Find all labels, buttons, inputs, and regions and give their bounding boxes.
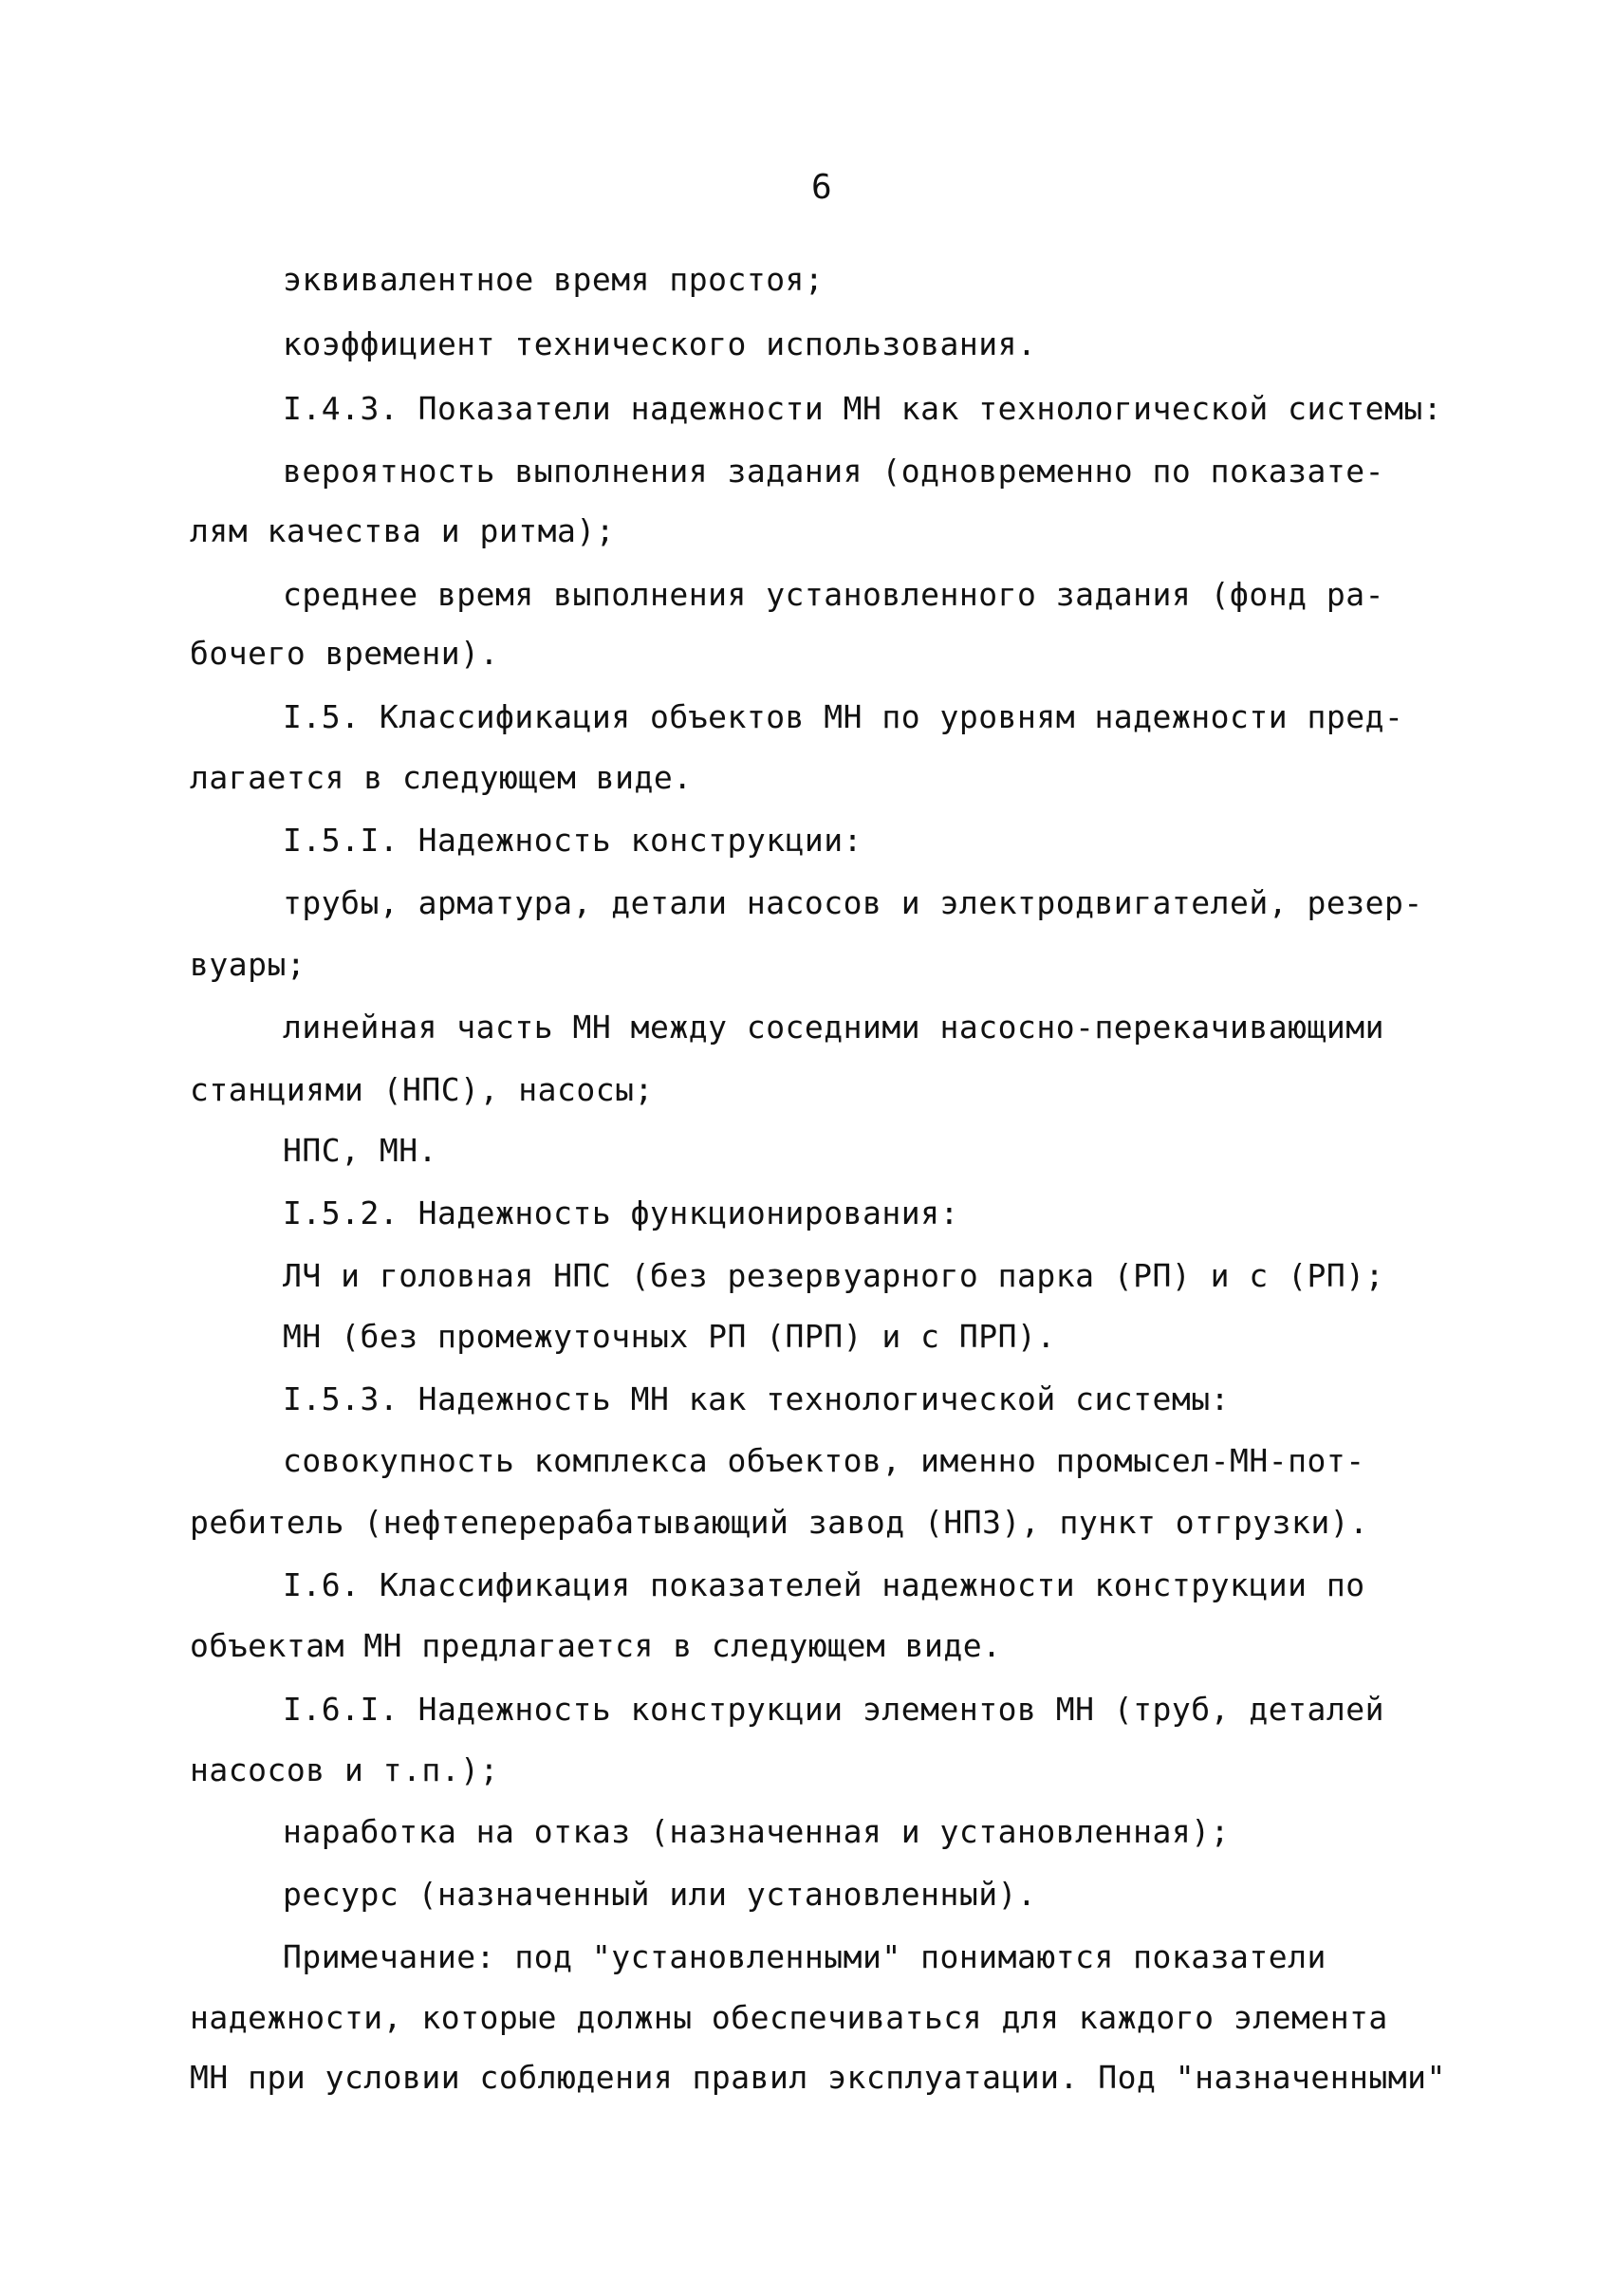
text-line: ресурс (назначенный или установленный). <box>283 1876 1037 1913</box>
text-line: I.5.2. Надежность функционирования: <box>283 1194 959 1231</box>
text-line: среднее время выполнения установленного задания (фонд ра- <box>283 576 1384 613</box>
text-line: I.5. Классификация объектов МН по уровням надежности пред- <box>283 698 1404 735</box>
text-line: лям качества и ритма); <box>190 512 616 549</box>
text-line: вуары; <box>190 946 306 983</box>
text-line: бочего времени). <box>190 635 499 672</box>
text-line: I.6.I. Надежность конструкции элементов МН (труб, деталей <box>283 1691 1384 1728</box>
text-line: лагается в следующем виде. <box>190 759 693 796</box>
text-line: НПС, МН. <box>283 1132 437 1169</box>
text-line: линейная часть МН между соседними насосно-перекачивающими <box>283 1009 1384 1046</box>
page-number: 6 <box>811 168 832 207</box>
text-line: I.5.3. Надежность МН как технологической системы: <box>283 1380 1231 1417</box>
text-line: коэффициент технического использования. <box>283 325 1037 362</box>
text-line: МН (без промежуточных РП (ПРП) и с ПРП). <box>283 1318 1056 1355</box>
text-line: I.4.3. Показатели надежности МН как технологической системы: <box>283 390 1443 427</box>
text-line: Примечание: под "установленными" понимаются показатели <box>283 1938 1326 1975</box>
text-line: I.5.I. Надежность конструкции: <box>283 822 863 859</box>
text-line: наработка на отказ (назначенная и установленная); <box>283 1813 1231 1850</box>
text-line: вероятность выполнения задания (одновременно по показате- <box>283 453 1384 490</box>
text-line: трубы, арматура, детали насосов и электродвигателей, резер- <box>283 884 1423 921</box>
text-line: надежности, которые должны обеспечиваться для каждого элемента <box>190 1999 1388 2036</box>
text-line: эквивалентное время простоя; <box>283 261 825 298</box>
text-line: ребитель (нефтеперерабатывающий завод (НПЗ), пункт отгрузки). <box>190 1504 1369 1541</box>
text-line: ЛЧ и головная НПС (без резервуарного парка (РП) и с (РП); <box>283 1257 1384 1294</box>
text-line: насосов и т.п.); <box>190 1751 499 1788</box>
text-line: объектам МН предлагается в следующем виде. <box>190 1627 1002 1664</box>
text-line: станциями (НПС), насосы; <box>190 1071 654 1108</box>
text-line: совокупность комплекса объектов, именно промысел-МН-пот- <box>283 1442 1365 1479</box>
text-line: I.6. Классификация показателей надежности конструкции по <box>283 1566 1365 1603</box>
text-line: МН при условии соблюдения правил эксплуатации. Под "назначенными" <box>190 2059 1446 2096</box>
